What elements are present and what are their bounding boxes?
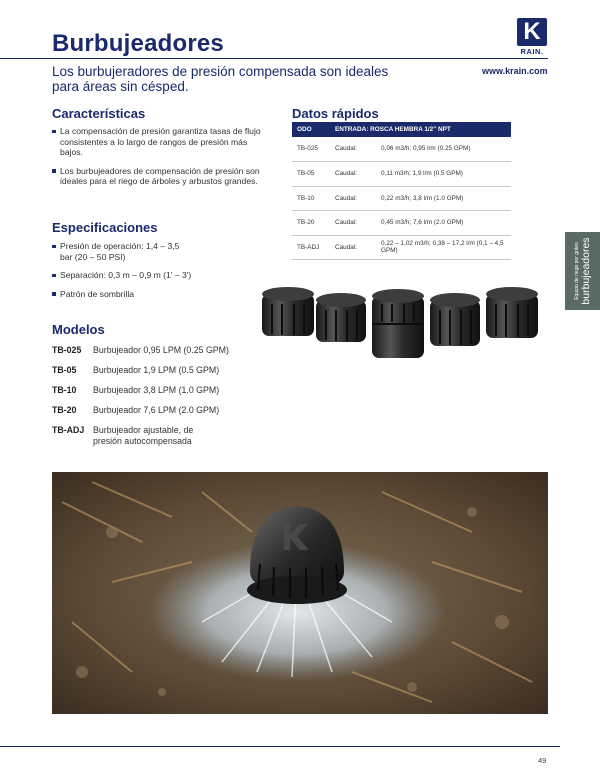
list-item: Presión de operación: 1,4 – 3,5 bar (20 – 50 PSI) (52, 241, 192, 262)
datos-rapidos-table (292, 122, 511, 260)
section-side-tab (565, 232, 600, 310)
model-row (52, 385, 282, 405)
row-label: Caudal: (330, 162, 376, 187)
row-value: 0,22 m3/h; 3,8 l/m (1.0 GPM) (376, 186, 511, 211)
model-row (52, 425, 282, 455)
column-header: ODO (292, 122, 330, 137)
list-item: Patrón de sombrilla (52, 289, 192, 300)
logo-letter: K (517, 18, 547, 46)
caracteristicas-list (52, 126, 272, 195)
bubbler-tb-10 (430, 293, 480, 346)
bubbler-in-use-photo (52, 472, 548, 714)
especificaciones-list (52, 241, 192, 307)
row-model: TB-ADJ (292, 235, 330, 260)
model-desc: Burbujeador ajustable, de presión autocompensada (93, 425, 194, 446)
page-subtitle: Los burbujeradores de presión compensada son ideales para áreas sin césped. (52, 64, 389, 94)
model-row (52, 345, 282, 365)
page-title: Burbujeadores (52, 30, 224, 57)
side-tab-small: Equipo de riego por goteo (573, 242, 580, 300)
bubbler-tb-025 (262, 287, 314, 336)
row-label: Caudal: (330, 211, 376, 236)
product-lineup-image (258, 280, 540, 360)
model-code: TB-025 (52, 345, 82, 355)
row-value: 0,22 – 1,02 m3/h; 0,38 – 17,2 l/m (0,1 – 4,5 GPM) (376, 235, 511, 260)
bubbler-tb-20 (486, 287, 538, 338)
list-item: La compensación de presión garantiza tasas de flujo consistentes a lo largo de rangos de presión más bajos. (52, 126, 272, 158)
row-label: Caudal: (330, 235, 376, 260)
table-row (292, 211, 511, 236)
row-model: TB-10 (292, 186, 330, 211)
page-number: 49 (538, 756, 547, 765)
row-label: Caudal: (330, 186, 376, 211)
row-value: 0,11 m3/h; 1,9 l/m (0.5 GPM) (376, 162, 511, 187)
modelos-heading: Modelos (52, 322, 105, 337)
datos-rapidos-heading: Datos rápidos (292, 106, 379, 121)
row-value: 0,06 m3/h; 0,95 l/m (0.25 GPM) (376, 137, 511, 162)
model-row (52, 365, 282, 385)
title-divider (0, 58, 548, 59)
caracteristicas-heading: Características (52, 106, 146, 121)
table-row (292, 186, 511, 211)
list-item: Los burbujeadores de compensación de presión son ideales para el riego de árboles y arbustos grandes. (52, 166, 272, 187)
models-list (52, 345, 282, 455)
model-desc: Burbujeador 7,6 LPM (2.0 GPM) (93, 405, 220, 415)
krain-logo (517, 18, 547, 56)
especificaciones-heading: Especificaciones (52, 220, 158, 235)
row-label: Caudal: (330, 137, 376, 162)
model-desc: Burbujeador 3,8 LPM (1.0 GPM) (93, 385, 220, 395)
footer-divider (0, 746, 560, 747)
model-desc: Burbujeador 1,9 LPM (0.5 GPM) (93, 365, 220, 375)
row-model: TB-025 (292, 137, 330, 162)
model-desc: Burbujeador 0,95 LPM (0.25 GPM) (93, 345, 229, 355)
bubbler-tb-adj (372, 289, 424, 358)
table-row (292, 162, 511, 187)
website-url[interactable]: www.krain.com (482, 66, 548, 76)
table-row (292, 137, 511, 162)
bubbler-tb-05 (316, 293, 366, 342)
model-row (52, 405, 282, 425)
side-tab-big: burbujeadores (579, 237, 592, 305)
model-code: TB-05 (52, 365, 77, 375)
model-code: TB-ADJ (52, 425, 85, 435)
column-header: ENTRADA: ROSCA HEMBRA 1/2" NPT (330, 122, 511, 137)
table-row (292, 235, 511, 260)
row-value: 0,45 m3/h; 7,6 l/m (2.0 GPM) (376, 211, 511, 236)
list-item: Separación: 0,3 m – 0,9 m (1' – 3') (52, 270, 192, 281)
model-code: TB-20 (52, 405, 77, 415)
row-model: TB-05 (292, 162, 330, 187)
row-model: TB-20 (292, 211, 330, 236)
logo-word: RAIN. (520, 47, 544, 56)
table-header-row (292, 122, 511, 137)
model-code: TB-10 (52, 385, 77, 395)
